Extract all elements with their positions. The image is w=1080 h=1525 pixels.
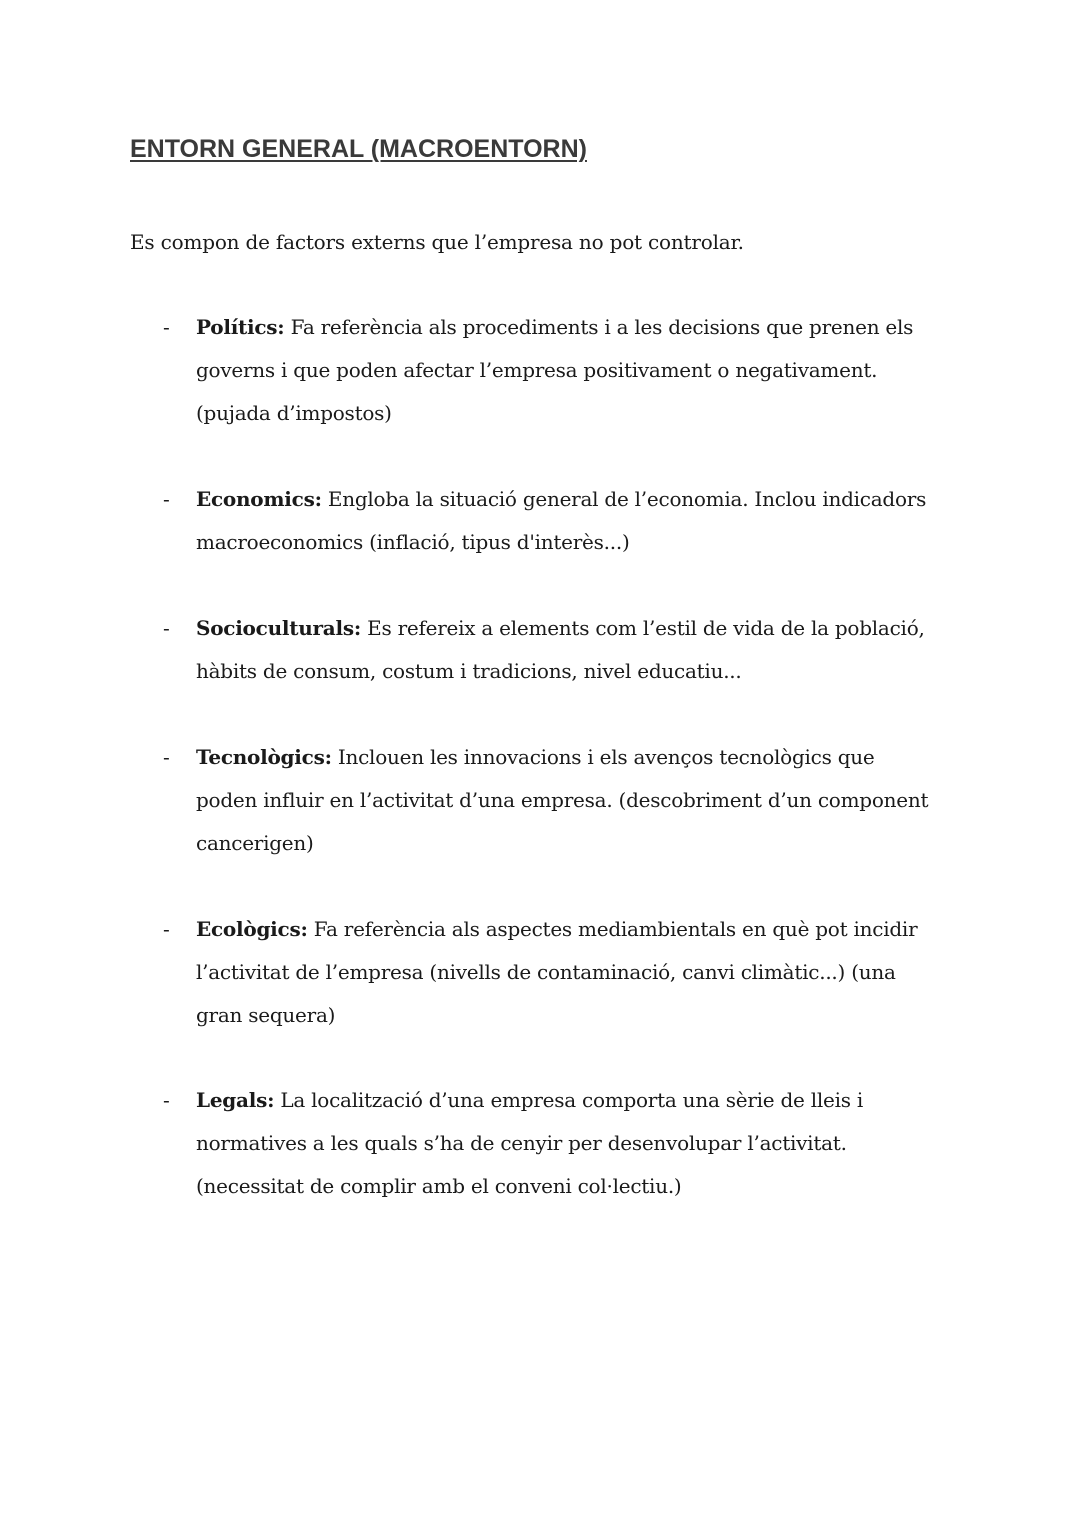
factor-line: normatives a les quals s’ha de cenyir per desenvolupar l’activitat. (196, 1131, 847, 1155)
factor-line: gran sequera) (196, 1003, 336, 1027)
bullet-dash: - (163, 745, 170, 769)
factor-line: cancerigen) (196, 831, 314, 855)
factor-text (196, 607, 966, 693)
factor-line-text: La localització d’una empresa comporta una sèrie de lleis i (280, 1088, 864, 1112)
bullet-dash: - (163, 487, 170, 511)
bullet-dash: - (163, 1088, 170, 1112)
factor-line-text: Es refereix a elements com l’estil de vida de la població, (367, 616, 925, 640)
bullet-dash: - (163, 917, 170, 941)
factor-label: Economics: (196, 487, 322, 511)
bullet-dash: - (163, 616, 170, 640)
factor-line-text: Fa referència als aspectes mediambientals en què pot incidir (313, 917, 918, 941)
factor-line: poden influir en l’activitat d’una empresa. (descobriment d’un component (196, 788, 929, 812)
factor-label: Socioculturals: (196, 616, 361, 640)
factor-text (196, 908, 966, 1037)
intro-paragraph: Es compon de factors externs que l’empresa no pot controlar. (130, 230, 744, 254)
factor-line (196, 736, 966, 779)
factor-line: (pujada d’impostos) (196, 401, 392, 425)
factor-line: hàbits de consum, costum i tradicions, nivel educatiu... (196, 659, 742, 683)
factor-line-text: Engloba la situació general de l’economia. Inclou indicadors (327, 487, 927, 511)
factor-line (196, 478, 966, 521)
factor-line: macroeconomics (inflació, tipus d'interès...) (196, 530, 630, 554)
factor-text (196, 306, 966, 435)
section-title: ENTORN GENERAL (MACROENTORN) (130, 135, 587, 163)
factor-line-text: Fa referència als procediments i a les decisions que prenen els (290, 315, 914, 339)
factor-line: l’activitat de l’empresa (nivells de contaminació, canvi climàtic...) (una (196, 960, 896, 984)
factor-label: Legals: (196, 1088, 275, 1112)
factor-line: (necessitat de complir amb el conveni col·lectiu.) (196, 1174, 682, 1198)
bullet-dash: - (163, 315, 170, 339)
factor-label: Tecnològics: (196, 745, 332, 769)
factor-label: Polítics: (196, 315, 285, 339)
factor-line-text: Inclouen les innovacions i els avenços tecnològics que (337, 745, 875, 769)
factor-line (196, 1079, 966, 1122)
factor-line (196, 306, 966, 349)
factor-line (196, 908, 966, 951)
factor-line (196, 607, 966, 650)
factor-label: Ecològics: (196, 917, 308, 941)
factor-text (196, 1079, 966, 1208)
factor-text (196, 478, 966, 564)
factor-line: governs i que poden afectar l’empresa positivament o negativament. (196, 358, 878, 382)
factor-text (196, 736, 966, 865)
